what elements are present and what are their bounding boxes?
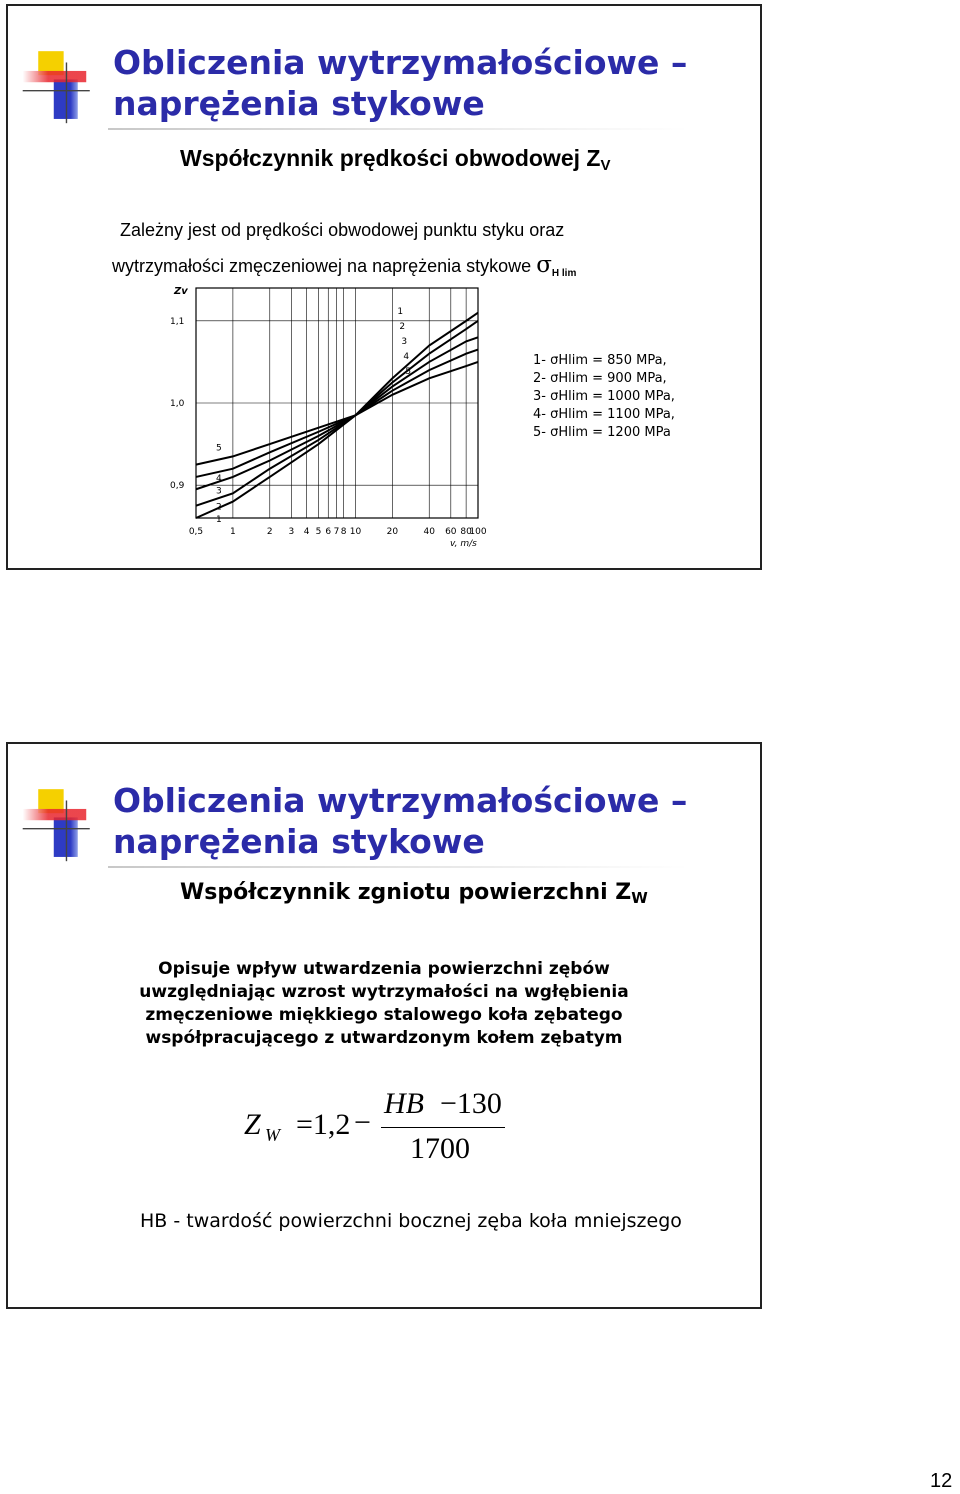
x-tick-label: 5	[315, 527, 322, 537]
x-tick-label: 20	[386, 527, 399, 537]
x-tick-label: 2	[266, 527, 273, 537]
sigma-subscript: H lim	[551, 268, 577, 279]
formula-numerator-rest: −130	[440, 1087, 502, 1120]
series-line-5	[196, 362, 478, 465]
body-line: zmęczeniowe miękkiego stalowego koła zębatego	[145, 1005, 623, 1025]
series-line-2	[196, 321, 478, 506]
x-tick-label: 0,5	[188, 527, 204, 537]
sigma-symbol: σ	[536, 252, 552, 278]
body-line: uwzględniając wzrost wytrzymałości na wgłębienia	[139, 982, 629, 1002]
x-tick-label: 8	[340, 527, 347, 537]
subtitle-subscript: W	[631, 889, 648, 907]
formula-lhs-subscript: W	[265, 1125, 280, 1145]
x-tick-label: 80	[460, 527, 472, 537]
title-line-2: naprężenia stykowe	[113, 822, 485, 861]
series-line-1	[196, 313, 478, 518]
body-line-1: Zależny jest od prędkości obwodowej punktu styku oraz	[120, 220, 565, 240]
series-label-right: 3	[401, 337, 408, 347]
body-line-2-text: wytrzymałości zmęczeniowej na naprężenia stykowe	[112, 256, 532, 276]
body-line: Opisuje wpływ utwardzenia powierzchni zębów	[158, 959, 610, 979]
series-line-4	[196, 350, 478, 477]
y-axis-label: Zv	[174, 286, 188, 297]
subtitle-text: Współczynnik prędkości obwodowej Z	[180, 145, 601, 171]
x-tick-label: 100	[469, 527, 487, 537]
x-tick-label: 10	[349, 527, 362, 537]
slide-title	[113, 780, 687, 862]
x-tick-label: 60	[445, 527, 457, 537]
x-tick-label: 6	[325, 527, 332, 537]
series-label-left: 3	[216, 486, 222, 497]
slide-subtitle	[180, 145, 610, 174]
fraction-bar	[381, 1127, 505, 1128]
body-line: współpracującego z utwardzonym kołem zębatym	[145, 1028, 623, 1048]
legend-item-5: 5- σHlim = 1200 MPa	[533, 425, 671, 440]
slide-2-body	[6, 958, 762, 1050]
body-line-2	[112, 252, 576, 279]
x-tick-label: 4	[303, 527, 310, 537]
series-label-left: 5	[216, 443, 222, 454]
x-axis-label: v, m/s	[450, 539, 477, 549]
x-tick-label: 40	[423, 527, 435, 537]
subtitle-subscript: V	[600, 157, 611, 174]
legend-item-1: 1- σHlim = 850 MPa,	[533, 353, 667, 368]
x-tick-label: 3	[288, 527, 295, 537]
series-label-right: 1	[397, 307, 404, 317]
page-number: 12	[930, 1470, 953, 1492]
legend-item-3: 3- σHlim = 1000 MPa,	[533, 389, 675, 404]
legend-item-4: 4- σHlim = 1100 MPa,	[533, 407, 675, 422]
slide-1	[6, 4, 762, 570]
series-label-left: 4	[216, 473, 222, 484]
series-label-right: 4	[403, 352, 410, 362]
hb-note: HB - twardość powierzchni bocznej zęba koła mniejszego	[140, 1210, 682, 1232]
slide-decoration	[8, 744, 108, 864]
title-line-2: naprężenia stykowe	[113, 84, 485, 123]
formula-lhs: Z	[244, 1108, 261, 1141]
series-label-left: 1	[216, 515, 222, 525]
series-label-left: 2	[216, 502, 222, 513]
x-tick-label: 1	[230, 527, 236, 537]
title-divider	[108, 866, 688, 868]
formula-numerator-var: HB	[384, 1087, 424, 1120]
series-label-right: 5	[405, 367, 412, 377]
slide-title	[113, 42, 687, 124]
legend-item-2: 2- σHlim = 900 MPa,	[533, 371, 667, 386]
x-tick-label: 7	[333, 527, 340, 537]
formula-equals: =1,2	[296, 1108, 351, 1141]
slide-2-subtitle	[180, 880, 648, 907]
y-tick-label: 1,1	[170, 316, 185, 327]
zv-chart	[168, 282, 498, 552]
subtitle-text: Współczynnik zgniotu powierzchni Z	[180, 880, 632, 905]
title-divider	[108, 128, 688, 130]
slide-decoration	[8, 6, 108, 126]
y-tick-label: 1,0	[170, 399, 185, 409]
series-label-right: 2	[399, 322, 406, 332]
title-line-1: Obliczenia wytrzymałościowe –	[113, 43, 688, 82]
formula-denominator: 1700	[410, 1132, 470, 1165]
y-tick-label: 0,9	[170, 481, 185, 492]
title-line-1: Obliczenia wytrzymałościowe –	[113, 781, 688, 820]
formula-minus: −	[354, 1106, 371, 1139]
chart-legend	[533, 352, 675, 442]
